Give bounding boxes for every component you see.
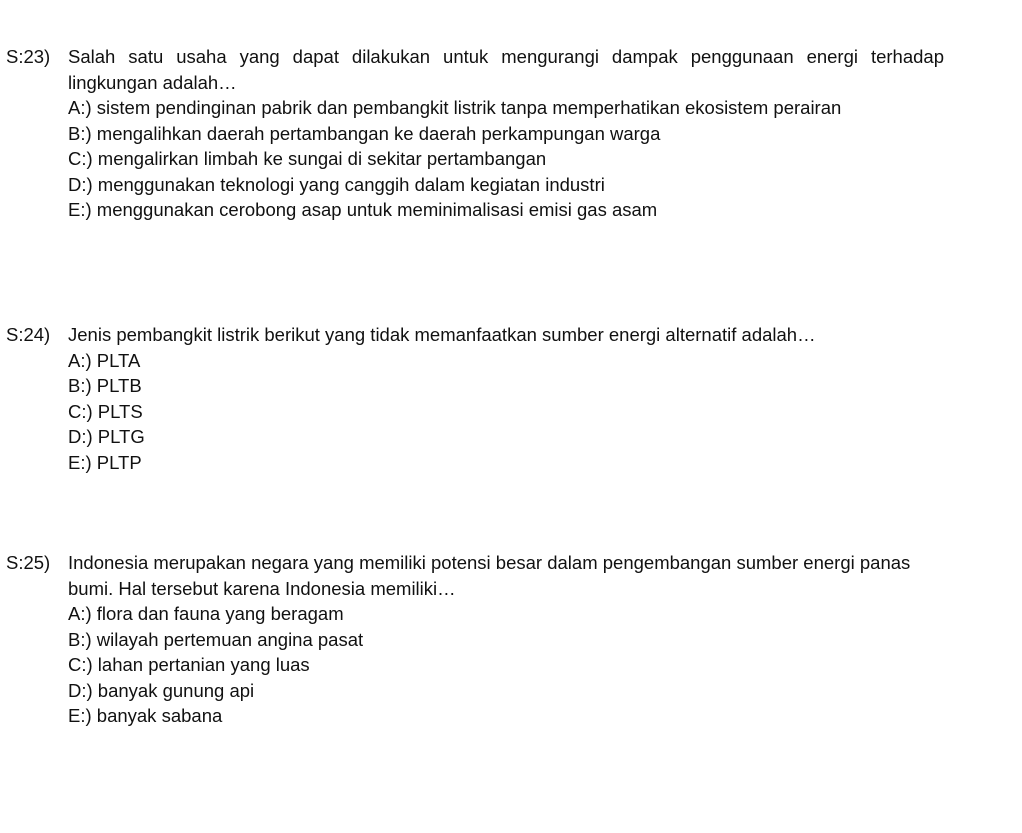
option-label: C:) PLTS — [68, 400, 143, 422]
question-text: Indonesia merupakan negara yang memiliki potensi besar dalam pengembangan sumber energi panas bumi. Hal tersebut karena Indonesia memiliki… — [68, 552, 911, 599]
question-25 — [6, 550, 944, 729]
question-text: Jenis pembangkit listrik berikut yang tidak memanfaatkan sumber energi alternatif adalah… — [68, 324, 816, 345]
option-list — [6, 601, 944, 729]
question-stem — [6, 44, 944, 95]
option-label: E:) PLTP — [68, 451, 142, 473]
option-b[interactable] — [68, 373, 944, 399]
option-list — [6, 348, 944, 476]
option-label: E:) banyak sabana — [68, 705, 223, 726]
option-label: A:) PLTA — [68, 349, 141, 371]
option-e[interactable] — [68, 703, 944, 729]
question-text: Salah satu usaha yang dapat dilakukan untuk mengurangi dampak penggunaan energi terhadap lingkungan adalah… — [68, 46, 944, 93]
option-e[interactable] — [68, 197, 944, 223]
option-c[interactable] — [68, 399, 944, 425]
option-label: A:) flora dan fauna yang beragam — [68, 603, 344, 624]
option-a[interactable] — [68, 348, 944, 374]
question-23 — [6, 44, 944, 223]
question-stem — [6, 550, 944, 601]
option-d[interactable] — [68, 172, 944, 198]
option-e[interactable] — [68, 450, 944, 476]
option-d[interactable] — [68, 424, 944, 450]
question-number: S:25) — [6, 552, 51, 573]
question-number: S:23) — [6, 46, 51, 67]
option-label: C:) mengalirkan limbah ke sungai di sekitar pertambangan — [68, 148, 547, 169]
option-label: B:) PLTB — [68, 375, 142, 396]
option-b[interactable] — [68, 627, 944, 653]
option-label: A:) sistem pendinginan pabrik dan pembangkit listrik tanpa memperhatikan ekosistem perairan — [68, 97, 842, 118]
option-label: D:) PLTG — [68, 426, 145, 447]
option-label: D:) menggunakan teknologi yang canggih dalam kegiatan industri — [68, 173, 605, 195]
option-label: E:) menggunakan cerobong asap untuk meminimalisasi emisi gas asam — [68, 199, 658, 220]
option-label: D:) banyak gunung api — [68, 679, 255, 701]
option-b[interactable] — [68, 121, 944, 147]
question-stem — [6, 322, 944, 348]
option-c[interactable] — [68, 652, 944, 678]
option-a[interactable] — [68, 95, 944, 121]
option-c[interactable] — [68, 146, 944, 172]
option-label: B:) mengalihkan daerah pertambangan ke daerah perkampungan warga — [68, 122, 661, 144]
question-number: S:24) — [6, 324, 51, 345]
option-d[interactable] — [68, 678, 944, 704]
option-label: C:) lahan pertanian yang luas — [68, 654, 310, 675]
option-list — [6, 95, 944, 223]
question-24 — [6, 322, 944, 475]
option-a[interactable] — [68, 601, 944, 627]
option-label: B:) wilayah pertemuan angina pasat — [68, 628, 364, 650]
